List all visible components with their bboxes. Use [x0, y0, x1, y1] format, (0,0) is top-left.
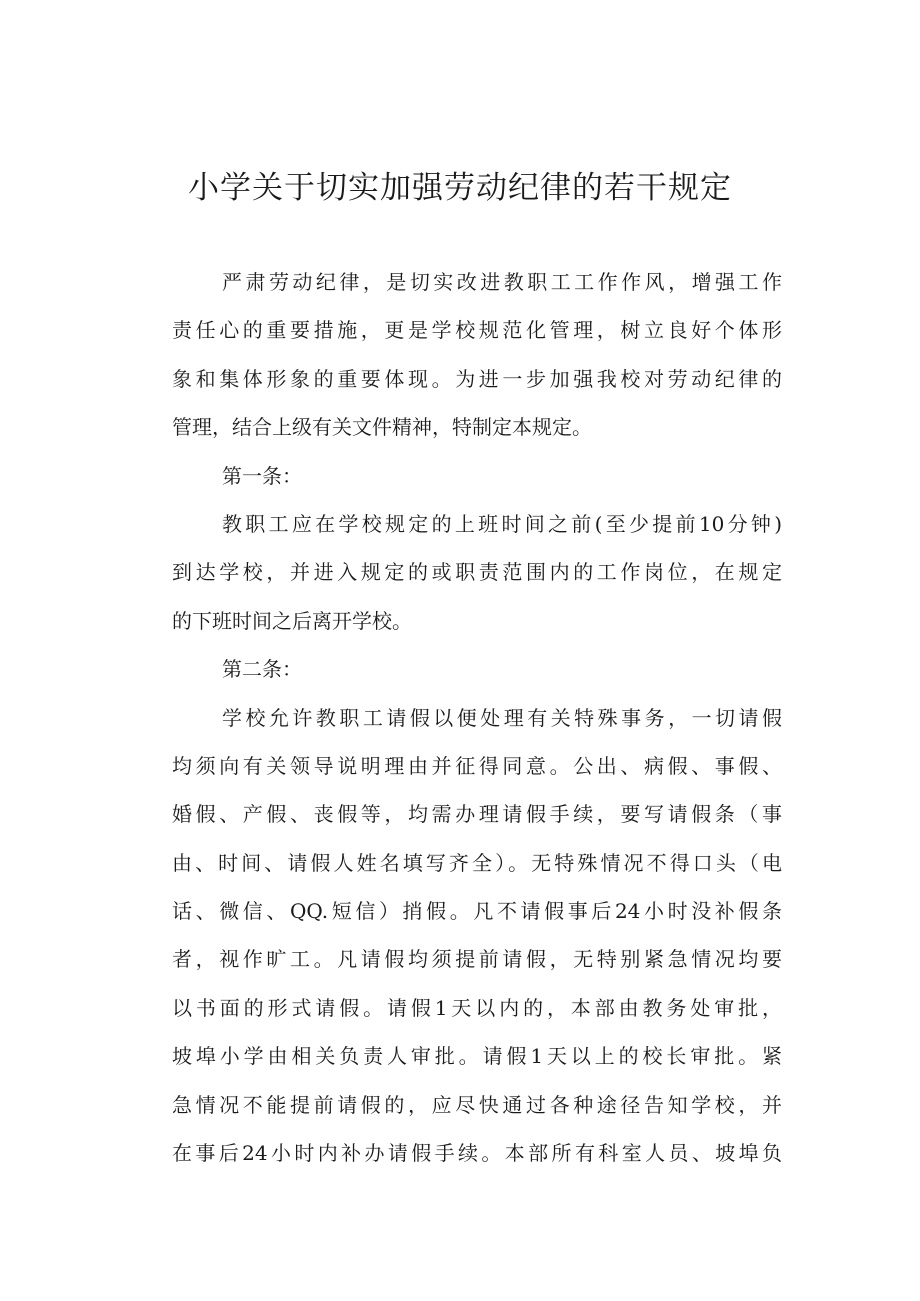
body-line: 急情况不能提前请假的，应尽快通过各种途径告知学校，并 — [172, 1092, 782, 1117]
body-line: 婚假、产假、丧假等，均需办理请假手续，要写请假条（事 — [172, 802, 782, 827]
body-line: 由、时间、请假人姓名填写齐全）。无特殊情况不得口头（电 — [172, 850, 782, 875]
body-line: 以书面的形式请假。请假1天以内的，本部由教务处审批， — [172, 995, 782, 1020]
document-body — [172, 258, 782, 1177]
body-line: 的下班时间之后离开学校。 — [172, 608, 412, 633]
body-line: 严肃劳动纪律，是切实改进教职工工作作风，增强工作 — [222, 270, 782, 294]
body-line: 教职工应在学校规定的上班时间之前(至少提前10分钟) — [222, 511, 782, 536]
body-line: 管理，结合上级有关文件精神，特制定本规定。 — [172, 415, 592, 440]
body-line: 象和集体形象的重要体现。为进一步加强我校对劳动纪律的 — [172, 366, 782, 391]
body-line: 第一条： — [222, 463, 302, 488]
body-line: 者，视作旷工。凡请假均须提前请假，无特别紧急情况均要 — [172, 947, 782, 972]
body-line: 坡埠小学由相关负责人审批。请假1天以上的校长审批。紧 — [172, 1044, 782, 1069]
body-line: 责任心的重要措施，更是学校规范化管理，树立良好个体形 — [172, 318, 782, 343]
document-title: 小学关于切实加强劳动纪律的若干规定 — [188, 170, 732, 206]
body-line: 在事后24小时内补办请假手续。本部所有科室人员、坡埠负 — [172, 1141, 782, 1166]
body-line: 到达学校，并进入规定的或职责范围内的工作岗位，在规定 — [172, 560, 782, 585]
body-line: 话、微信、QQ.短信）捎假。凡不请假事后24小时没补假条 — [172, 899, 782, 924]
body-line: 第二条： — [222, 657, 302, 682]
body-line: 学校允许教职工请假以便处理有关特殊事务，一切请假 — [222, 705, 782, 730]
body-line: 均须向有关领导说明理由并征得同意。公出、病假、事假、 — [172, 753, 782, 778]
